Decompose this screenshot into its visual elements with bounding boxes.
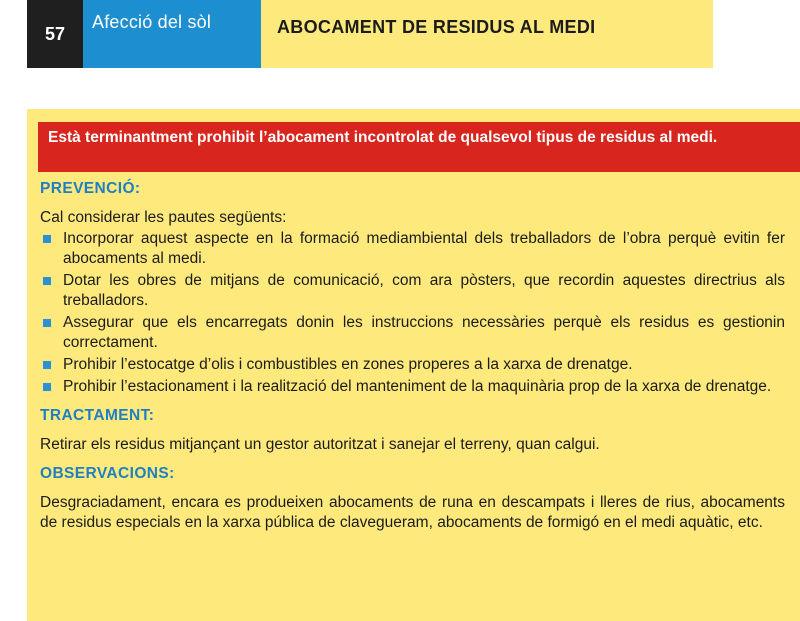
- square-bullet-icon: [43, 235, 51, 243]
- list-item: [40, 271, 785, 311]
- list-item-text: Prohibir l’estacionament i la realització del manteniment de la maquinària prop de la xarxa de drenatge.: [63, 378, 772, 395]
- sheet-header: [27, 0, 713, 68]
- square-bullet-icon: [43, 319, 51, 327]
- prevention-heading: PREVENCIÓ:: [40, 180, 141, 197]
- list-item: [40, 355, 785, 375]
- sheet-number: 57: [27, 0, 83, 68]
- list-item: [40, 377, 785, 397]
- list-item: [40, 229, 785, 269]
- prevention-intro: Cal considerar les pautes següents:: [40, 209, 287, 226]
- page-title: ABOCAMENT DE RESIDUS AL MEDI: [277, 17, 596, 37]
- prohibition-alert: Està terminantment prohibit l’abocament incontrolat de qualsevol tipus de residus al medi.: [38, 122, 800, 172]
- observations-text: Desgraciadament, encara es produeixen abocaments de runa en descampats i lleres de rius, abocaments de residus especials en la xarxa pública de clavegueram, abocaments de formigó en el medi aquàtic, etc.: [40, 494, 785, 531]
- square-bullet-icon: [43, 383, 51, 391]
- treatment-text: Retirar els residus mitjançant un gestor autoritzat i sanejar el terreny, quan calgui.: [40, 436, 600, 453]
- prevention-list: [40, 229, 785, 397]
- observations-heading: OBSERVACIONS:: [40, 465, 175, 482]
- list-item-text: Prohibir l’estocatge d’olis i combustibles en zones properes a la xarxa de drenatge.: [63, 356, 633, 373]
- list-item-text: Assegurar que els encarregats donin les instruccions necessàries perquè els residus es gestionin correctament.: [63, 314, 785, 351]
- category-label: Afecció del sòl: [83, 0, 261, 68]
- treatment-heading: TRACTAMENT:: [40, 407, 155, 424]
- list-item-text: Incorporar aquest aspecte en la formació mediambiental dels treballadors de l’obra perquè evitin fer abocaments al medi.: [63, 230, 785, 267]
- list-item-text: Dotar les obres de mitjans de comunicació, com ara pòsters, que recordin aquestes directrius als treballadors.: [63, 272, 785, 309]
- content-body: [40, 179, 785, 533]
- square-bullet-icon: [43, 361, 51, 369]
- square-bullet-icon: [43, 277, 51, 285]
- content-panel: [27, 109, 800, 621]
- list-item: [40, 313, 785, 353]
